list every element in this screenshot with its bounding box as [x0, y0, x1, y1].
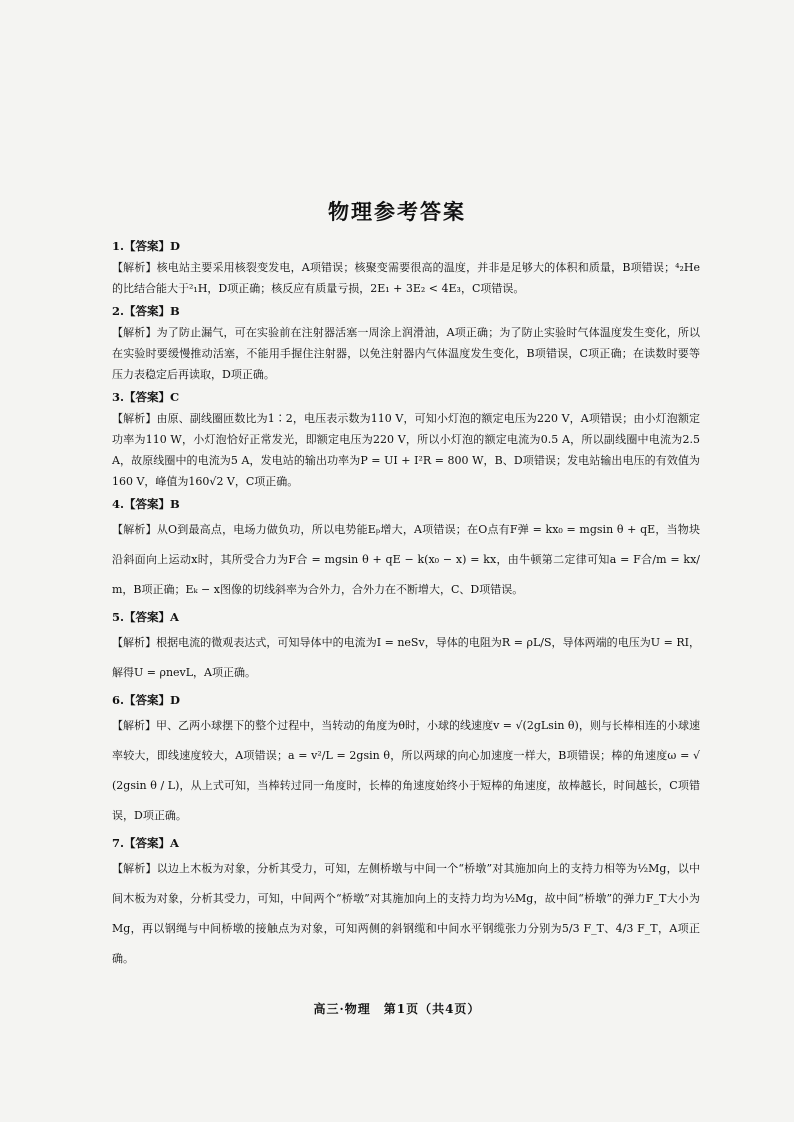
answer-label: 2.【答案】B [112, 304, 180, 318]
analysis-text: 【解析】以边上木板为对象，分析其受力，可知，左侧桥墩与中间一个“桥墩”对其施加向上的支持力相等为½Mg，以中间木板为对象，分析其受力，可知，中间两个“桥墩”对其施加向上的支持力均为½Mg，故中间“桥墩”的弹力F_T大小为Mg，再以钢绳与中间桥墩的接触点为对象，可知两侧的斜钢缆和中间水平钢缆张力分别为5/3 F_T、4/3 F_T，A项正确。 [112, 862, 700, 965]
analysis-text: 【解析】根据电流的微观表达式，可知导体中的电流为I = neSv，导体的电阻为R = ρL/S，导体两端的电压为U = RI，解得U = ρnevL，A项正确。 [112, 636, 700, 679]
analysis-text: 【解析】核电站主要采用核裂变发电，A项错误；核聚变需要很高的温度，并非是足够大的体积和质量，B项错误；⁴₂He的比结合能大于²₁H，D项正确；核反应有质量亏损，2E₁ + 3E₂ < 4E₃，C项错误。 [112, 261, 700, 295]
answer-label: 5.【答案】A [112, 610, 179, 624]
answer-label: 6.【答案】D [112, 693, 180, 707]
answer-label: 1.【答案】D [112, 239, 180, 253]
answer-item-7 [112, 833, 700, 974]
analysis-text: 【解析】甲、乙两小球摆下的整个过程中，当转动的角度为θ时，小球的线速度v = √(2gLsin θ)，则与长棒相连的小球速率较大，即线速度较大，A项错误；a = v²/L = 2gsin θ，所以两球的向心加速度一样大，B项错误；棒的角速度ω = √(2gsin θ / L)，从上式可知，当棒转过同一角度时，长棒的角速度始终小于短棒的角速度，故棒越长，时间越长，C项错误，D项正确。 [112, 719, 700, 822]
answer-item-3 [112, 387, 700, 492]
analysis-text: 【解析】从O到最高点，电场力做负功，所以电势能Eₚ增大，A项错误；在O点有F弹 = kx₀ = mgsin θ + qE，当物块沿斜面向上运动x时，其所受合力为F合 = mgsin θ + qE − k(x₀ − x) = kx，由牛顿第二定律可知a = F合/m = kx/m，B项正确；Eₖ − x图像的切线斜率为合外力，合外力在不断增大，C、D项错误。 [112, 523, 700, 596]
answer-item-4 [112, 494, 700, 605]
answer-list [112, 236, 700, 976]
answer-item-5 [112, 607, 700, 688]
answer-label: 3.【答案】C [112, 390, 180, 404]
answer-item-6 [112, 690, 700, 831]
answer-label: 4.【答案】B [112, 497, 180, 511]
answer-item-2 [112, 301, 700, 385]
answer-label: 7.【答案】A [112, 836, 179, 850]
page-title: 物理参考答案 [328, 199, 466, 224]
page-footer: 高三·物理 第1页（共4页） [313, 1002, 481, 1016]
answer-item-1 [112, 236, 700, 299]
analysis-text: 【解析】为了防止漏气，可在实验前在注射器活塞一周涂上润滑油，A项正确；为了防止实验时气体温度发生变化，所以在实验时要缓慢推动活塞，不能用手握住注射器，以免注射器内气体温度发生变化，B项错误，C项正确；在读数时要等压力表稳定后再读取，D项正确。 [112, 326, 700, 381]
analysis-text: 【解析】由原、副线圈匝数比为1∶2，电压表示数为110 V，可知小灯泡的额定电压为220 V，A项错误；由小灯泡额定功率为110 W，小灯泡恰好正常发光，即额定电压为220 V，所以小灯泡的额定电流为0.5 A，所以副线圈中电流为2.5 A，故原线圈中的电流为5 A，发电站的输出功率为P = UI + I²R = 800 W，B、D项错误；发电站输出电压的有效值为160 V，峰值为160√2 V，C项正确。 [112, 412, 700, 488]
